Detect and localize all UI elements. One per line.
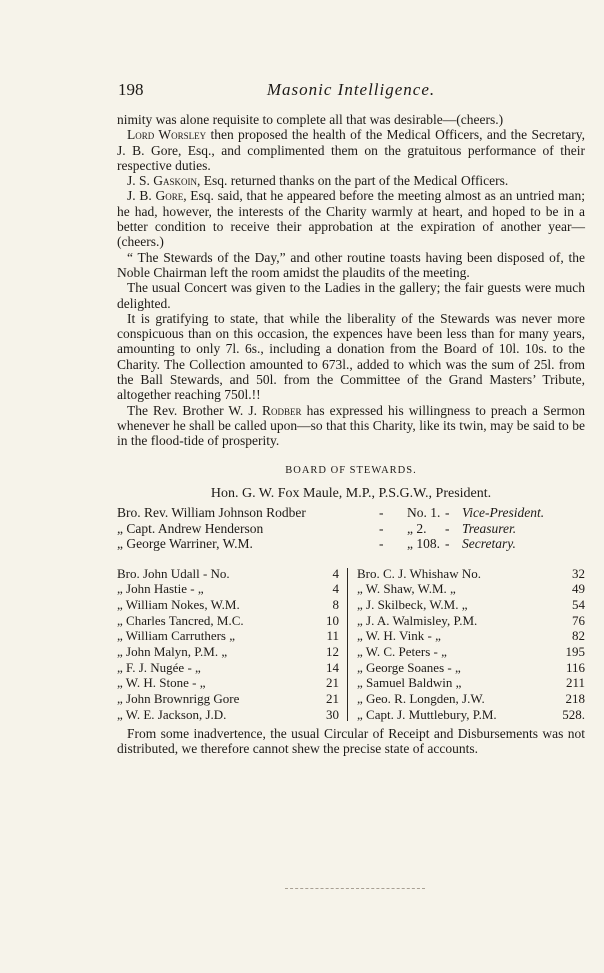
steward-row — [357, 675, 585, 691]
steward-name: „ John Brownrigg Gore — [117, 691, 240, 707]
steward-name: „ Charles Tancred, M.C. — [117, 612, 244, 628]
officer-role: Vice-President. — [462, 505, 545, 521]
column-divider — [347, 568, 348, 721]
steward-name: „ W. E. Jackson, J.D. — [117, 706, 227, 722]
closing-rule — [285, 888, 425, 889]
lodge-number: 218 — [565, 691, 585, 707]
lodge-number: 211 — [565, 675, 585, 691]
lodge-number: 30 — [326, 706, 339, 722]
steward-row — [357, 691, 585, 707]
lodge-number: 4 — [332, 565, 339, 581]
steward-name: „ John Malyn, P.M. „ — [117, 644, 228, 660]
paragraph-text: , Esq. said, that he appeared before the meeting almost as an untried man; he had, however, the interests of the Charity warmly at heart, and hoped to be in a better condition to receive their approbation at the expiration of another year—(cheers.) — [117, 188, 585, 250]
article-body — [117, 112, 585, 756]
steward-name: „ William Carruthers „ — [117, 628, 236, 644]
paragraph-text: has expressed his willingness to preach a Sermon whenever he shall be called upon—so that this Charity, like its twin, may be said to be in the flood-tide of prosperity. — [117, 402, 585, 449]
separator: - — [379, 505, 384, 521]
officer-row — [117, 505, 585, 521]
steward-name: „ W. C. Peters - „ — [357, 644, 447, 660]
steward-name: „ F. J. Nugée - „ — [117, 659, 201, 675]
steward-row — [357, 707, 585, 723]
steward-row — [357, 644, 585, 660]
steward-name: „ William Nokes, W.M. — [117, 597, 240, 612]
stewards-column-right — [357, 566, 585, 723]
steward-row — [357, 581, 585, 597]
lodge-number: 14 — [326, 659, 339, 675]
lodge-number: 76 — [572, 612, 585, 628]
officer-role: Secretary. — [462, 536, 516, 552]
steward-row — [117, 675, 339, 691]
paragraph — [117, 173, 585, 188]
paragraph: It is gratifying to state, that while the liberality of the Stewards was never more conspicuous than on this occasion, the expences have been less than for many years, amounting to only 7l. 6s., including a donation from the Board of 10l. 10s. to the Charity. The Collection amounted to 673l., added to which was the sum of 25l. from the Ball Stewards, and 50l. from the Committee of the Grand Masters’ Tribute, altogether reaching 750l.!! — [117, 310, 585, 403]
person-name: Rodber — [262, 402, 302, 418]
steward-row — [117, 597, 339, 613]
steward-name: „ Capt. J. Muttlebury, P.M. — [357, 706, 497, 722]
lodge-number: 49 — [572, 581, 585, 597]
steward-name: „ W. H. Stone - „ — [117, 675, 206, 691]
steward-row — [117, 613, 339, 629]
paragraph: “ The Stewards of the Day,” and other routine toasts having been disposed of, the Noble Chairman left the room amidst the plaudits of the meeting. — [117, 249, 585, 280]
steward-name: „ J. Skilbeck, W.M. „ — [357, 597, 468, 612]
lodge-number: 82 — [572, 628, 585, 644]
steward-row — [357, 660, 585, 676]
steward-row — [117, 566, 339, 582]
paragraph — [117, 127, 585, 173]
lodge-number: 12 — [326, 644, 339, 660]
lodge-number: 528. — [562, 706, 585, 722]
board-heading: BOARD OF STEWARDS. — [285, 464, 417, 476]
steward-name: „ George Soanes - „ — [357, 659, 461, 675]
paragraph-text: , Esq. returned thanks on the part of the Medical Officers. — [197, 173, 509, 189]
steward-name: „ W. Shaw, W.M. „ — [357, 581, 456, 597]
paragraph-text: The Rev. Brother W. J. — [127, 402, 263, 418]
paragraph-text: J. S. — [127, 173, 154, 189]
steward-name: „ Samuel Baldwin „ — [357, 675, 462, 691]
stewards-column-left — [117, 566, 339, 723]
steward-row — [117, 581, 339, 597]
steward-row — [357, 566, 585, 582]
officer-row — [117, 521, 585, 537]
steward-row — [357, 628, 585, 644]
separator: - — [379, 536, 384, 552]
paragraph-text: then proposed the health of the Medical Officers, and the Secretary, J. B. Gore, Esq., and complimented them on the gratuitous performance of their respective duties. — [117, 127, 585, 173]
president-line: Hon. G. W. Fox Maule, M.P., P.S.G.W., President. — [210, 485, 492, 501]
lodge-number: 54 — [572, 597, 585, 612]
lodge-number: 10 — [326, 612, 339, 628]
person-name: Gaskoin — [153, 173, 198, 189]
steward-name: Bro. C. J. Whishaw No. — [357, 565, 481, 581]
lodge-number: 21 — [326, 675, 339, 691]
officer-row — [117, 536, 585, 552]
lodge-number: „ 2. — [407, 520, 427, 536]
closing-paragraph: From some inadvertence, the usual Circular of Receipt and Disbursements was not distributed, we therefore cannot shew the precise state of accounts. — [117, 725, 585, 756]
lodge-number: 195 — [565, 644, 585, 660]
paragraph — [117, 403, 585, 449]
lodge-number: „ 108. — [407, 536, 440, 552]
lodge-number: 21 — [326, 691, 339, 707]
steward-name: „ W. H. Vink - „ — [357, 628, 441, 644]
separator: - — [445, 505, 450, 521]
running-title: Masonic Intelligence. — [266, 80, 436, 99]
paragraph — [117, 188, 585, 249]
steward-row — [357, 613, 585, 629]
steward-name: Bro. John Udall - No. — [117, 565, 230, 581]
separator: - — [445, 536, 450, 552]
paragraph: nimity was alone requisite to complete all that was desirable—(cheers.) — [117, 112, 504, 127]
paragraph-text: J. B. — [127, 188, 156, 204]
officer-name: „ George Warriner, W.M. — [117, 536, 253, 552]
steward-row — [117, 691, 339, 707]
steward-name: „ John Hastie - „ — [117, 581, 204, 597]
officer-role: Treasurer. — [462, 520, 517, 536]
officer-name: „ Capt. Andrew Henderson — [117, 520, 264, 536]
person-name: Gore — [155, 188, 184, 204]
steward-row — [117, 707, 339, 723]
lodge-number: 32 — [572, 565, 585, 581]
person-name: Lord Worsley — [127, 127, 207, 143]
page-number: 198 — [118, 80, 144, 99]
lodge-number: 11 — [326, 628, 339, 644]
officers-list — [117, 505, 585, 552]
officer-name: Bro. Rev. William Johnson Rodber — [117, 505, 306, 521]
stewards-table — [117, 566, 585, 726]
separator: - — [445, 520, 450, 536]
separator: - — [379, 520, 384, 536]
steward-row — [357, 597, 585, 613]
lodge-number: 8 — [332, 597, 339, 612]
steward-row — [117, 660, 339, 676]
lodge-number: 116 — [565, 659, 585, 675]
paragraph: The usual Concert was given to the Ladies in the gallery; the fair guests were much delighted. — [117, 280, 585, 311]
steward-name: „ Geo. R. Longden, J.W. — [357, 691, 485, 707]
steward-row — [117, 628, 339, 644]
lodge-number: No. 1. — [407, 505, 441, 521]
lodge-number: 4 — [332, 581, 339, 597]
running-header — [118, 80, 584, 102]
steward-name: „ J. A. Walmisley, P.M. — [357, 612, 478, 628]
steward-row — [117, 644, 339, 660]
